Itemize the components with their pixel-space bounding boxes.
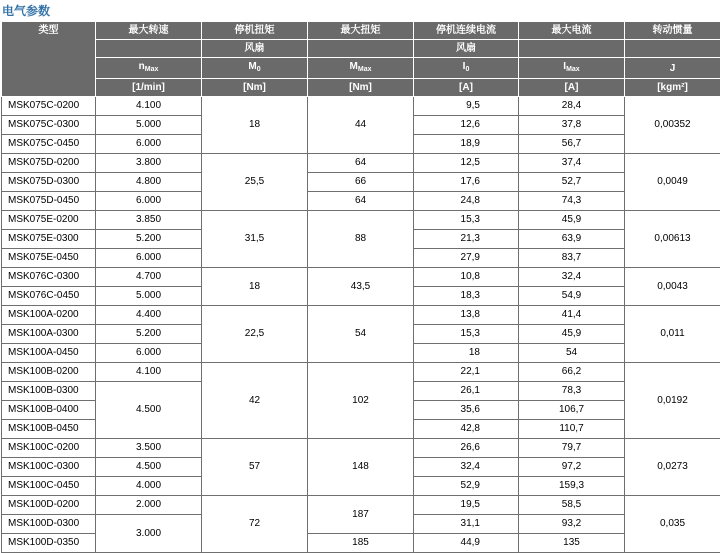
cell-stall-current: 18,9 <box>414 135 519 154</box>
cell-model: MSK075E-0450 <box>2 249 96 268</box>
unit-max-torque: [Nm] <box>308 79 414 97</box>
cell-stall-torque: 72 <box>202 496 308 553</box>
cell-stall-current: 13,8 <box>414 306 519 325</box>
cell-stall-current: 15,3 <box>414 211 519 230</box>
cell-stall-torque: 25,5 <box>202 154 308 211</box>
unit-stall-torque: [Nm] <box>202 79 308 97</box>
table-row <box>2 496 720 515</box>
cell-max-current: 79,7 <box>519 439 625 458</box>
cell-stall-current: 9,5 <box>414 97 519 116</box>
cell-speed: 4.800 <box>96 173 202 192</box>
cell-max-current: 97,2 <box>519 458 625 477</box>
header-blank <box>96 40 202 58</box>
cell-stall-current: 19,5 <box>414 496 519 515</box>
cell-speed: 3.500 <box>96 439 202 458</box>
header-cooling-current: 风扇 <box>414 40 519 58</box>
cell-stall-current: 21,3 <box>414 230 519 249</box>
table-row <box>2 363 720 382</box>
header-cooling-torque: 风扇 <box>202 40 308 58</box>
cell-stall-torque: 18 <box>202 97 308 154</box>
cell-speed: 4.400 <box>96 306 202 325</box>
cell-max-torque: 148 <box>308 439 414 496</box>
cell-max-current: 66,2 <box>519 363 625 382</box>
cell-stall-torque: 31,5 <box>202 211 308 268</box>
cell-model: MSK100C-0450 <box>2 477 96 496</box>
cell-inertia: 0,0049 <box>625 154 720 211</box>
cell-speed: 4.500 <box>96 458 202 477</box>
header-blank <box>519 40 625 58</box>
cell-speed: 5.000 <box>96 287 202 306</box>
cell-stall-current: 31,1 <box>414 515 519 534</box>
cell-speed: 3.850 <box>96 211 202 230</box>
cell-speed: 4.700 <box>96 268 202 287</box>
cell-inertia: 0,00352 <box>625 97 720 154</box>
cell-model: MSK100A-0450 <box>2 344 96 363</box>
cell-model: MSK075E-0200 <box>2 211 96 230</box>
cell-speed: 2.000 <box>96 496 202 515</box>
cell-speed: 5.200 <box>96 230 202 249</box>
cell-max-current: 45,9 <box>519 325 625 344</box>
cell-model: MSK075C-0450 <box>2 135 96 154</box>
cell-max-torque: 44 <box>308 97 414 154</box>
cell-model: MSK100B-0300 <box>2 382 96 401</box>
cell-stall-current: 15,3 <box>414 325 519 344</box>
symbol-max-torque: $M_{Max}$ <box>308 58 414 79</box>
cell-max-torque: 64 <box>308 192 414 211</box>
cell-stall-current: 44,9 <box>414 534 519 553</box>
cell-stall-current: 22,1 <box>414 363 519 382</box>
cell-stall-torque: 42 <box>202 363 308 439</box>
cell-max-torque: 102 <box>308 363 414 439</box>
cell-stall-current: 26,1 <box>414 382 519 401</box>
table-row <box>2 97 720 116</box>
unit-inertia: [kgm²] <box>625 79 720 97</box>
cell-max-torque: 187 <box>308 496 414 534</box>
cell-speed: 4.000 <box>96 477 202 496</box>
cell-speed: 5.200 <box>96 325 202 344</box>
cell-stall-current: 35,6 <box>414 401 519 420</box>
symbol-speed: $n_{Max}$ <box>96 58 202 79</box>
symbol-max-current: $I_{Max}$ <box>519 58 625 79</box>
cell-max-current: 52,7 <box>519 173 625 192</box>
table-row <box>2 268 720 287</box>
cell-model: MSK075C-0300 <box>2 116 96 135</box>
table-row <box>2 192 720 211</box>
cell-max-torque: 88 <box>308 211 414 268</box>
cell-inertia: 0,011 <box>625 306 720 363</box>
cell-speed: 6.000 <box>96 344 202 363</box>
cell-stall-torque: 22,5 <box>202 306 308 363</box>
cell-max-current: 45,9 <box>519 211 625 230</box>
cell-model: MSK100C-0300 <box>2 458 96 477</box>
cell-stall-torque: 57 <box>202 439 308 496</box>
cell-stall-current: 18 <box>414 344 519 363</box>
cell-max-current: 41,4 <box>519 306 625 325</box>
cell-model: MSK100D-0300 <box>2 515 96 534</box>
header-inertia: 转动惯量 <box>625 22 720 40</box>
header-blank <box>308 40 414 58</box>
symbol-stall-torque: $M_0$ <box>202 58 308 79</box>
cell-max-current: 135 <box>519 534 625 553</box>
table-header <box>2 22 720 97</box>
cell-stall-torque: 18 <box>202 268 308 306</box>
cell-stall-current: 27,9 <box>414 249 519 268</box>
cell-max-torque: 66 <box>308 173 414 192</box>
cell-stall-current: 52,9 <box>414 477 519 496</box>
cell-model: MSK100D-0350 <box>2 534 96 553</box>
cell-max-current: 63,9 <box>519 230 625 249</box>
cell-max-current: 93,2 <box>519 515 625 534</box>
cell-speed: 6.000 <box>96 192 202 211</box>
table-row <box>2 439 720 458</box>
cell-model: MSK100C-0200 <box>2 439 96 458</box>
cell-stall-current: 24,8 <box>414 192 519 211</box>
cell-model: MSK100A-0300 <box>2 325 96 344</box>
unit-max-current: [A] <box>519 79 625 97</box>
table-body <box>2 97 720 553</box>
cell-speed: 6.000 <box>96 249 202 268</box>
cell-model: MSK100D-0200 <box>2 496 96 515</box>
cell-speed: 4.100 <box>96 97 202 116</box>
cell-speed: 5.000 <box>96 116 202 135</box>
cell-stall-current: 12,5 <box>414 154 519 173</box>
header-stall-current: 停机连续电流 <box>414 22 519 40</box>
cell-speed: 3.800 <box>96 154 202 173</box>
cell-speed: 4.500 <box>96 382 202 439</box>
table-row <box>2 173 720 192</box>
table-row <box>2 306 720 325</box>
cell-model: MSK076C-0300 <box>2 268 96 287</box>
header-stall-torque: 停机扭矩 <box>202 22 308 40</box>
symbol-stall-current: $I_0$ <box>414 58 519 79</box>
cell-max-torque: 64 <box>308 154 414 173</box>
cell-max-current: 58,5 <box>519 496 625 515</box>
cell-inertia: 0,0043 <box>625 268 720 306</box>
cell-model: MSK076C-0450 <box>2 287 96 306</box>
unit-stall-current: [A] <box>414 79 519 97</box>
cell-stall-current: 17,6 <box>414 173 519 192</box>
cell-max-torque: 54 <box>308 306 414 363</box>
cell-max-current: 28,4 <box>519 97 625 116</box>
cell-model: MSK075D-0200 <box>2 154 96 173</box>
cell-model: MSK100B-0200 <box>2 363 96 382</box>
cell-max-current: 54 <box>519 344 625 363</box>
cell-speed: 3.000 <box>96 515 202 553</box>
cell-max-current: 74,3 <box>519 192 625 211</box>
cell-max-current: 37,8 <box>519 116 625 135</box>
cell-max-current: 54,9 <box>519 287 625 306</box>
cell-stall-current: 10,8 <box>414 268 519 287</box>
cell-max-torque: 185 <box>308 534 414 553</box>
cell-stall-current: 32,4 <box>414 458 519 477</box>
cell-inertia: 0,035 <box>625 496 720 553</box>
cell-model: MSK075D-0300 <box>2 173 96 192</box>
symbol-inertia: J <box>625 58 720 79</box>
cell-speed: 4.100 <box>96 363 202 382</box>
cell-model: MSK100B-0450 <box>2 420 96 439</box>
cell-speed: 6.000 <box>96 135 202 154</box>
cell-model: MSK075E-0300 <box>2 230 96 249</box>
header-type: 类型 <box>2 22 96 97</box>
cell-stall-current: 12,6 <box>414 116 519 135</box>
cell-max-current: 78,3 <box>519 382 625 401</box>
header-blank <box>625 40 720 58</box>
cell-max-current: 106,7 <box>519 401 625 420</box>
section-title: 电气参数 <box>2 2 50 20</box>
cell-max-current: 83,7 <box>519 249 625 268</box>
electrical-parameters-table <box>1 21 720 553</box>
header-max-torque: 最大扭矩 <box>308 22 414 40</box>
cell-model: MSK100A-0200 <box>2 306 96 325</box>
cell-max-current: 159,3 <box>519 477 625 496</box>
cell-stall-current: 18,3 <box>414 287 519 306</box>
cell-model: MSK075C-0200 <box>2 97 96 116</box>
cell-max-current: 32,4 <box>519 268 625 287</box>
cell-max-current: 56,7 <box>519 135 625 154</box>
unit-speed: [1/min] <box>96 79 202 97</box>
cell-max-torque: 43,5 <box>308 268 414 306</box>
cell-max-current: 37,4 <box>519 154 625 173</box>
cell-stall-current: 42,8 <box>414 420 519 439</box>
cell-stall-current: 26,6 <box>414 439 519 458</box>
cell-inertia: 0,0273 <box>625 439 720 496</box>
cell-model: MSK100B-0400 <box>2 401 96 420</box>
cell-model: MSK075D-0450 <box>2 192 96 211</box>
header-max-current: 最大电流 <box>519 22 625 40</box>
cell-max-current: 110,7 <box>519 420 625 439</box>
table-row <box>2 154 720 173</box>
cell-inertia: 0,0192 <box>625 363 720 439</box>
cell-inertia: 0,00613 <box>625 211 720 268</box>
header-max-speed: 最大转速 <box>96 22 202 40</box>
table-row <box>2 211 720 230</box>
